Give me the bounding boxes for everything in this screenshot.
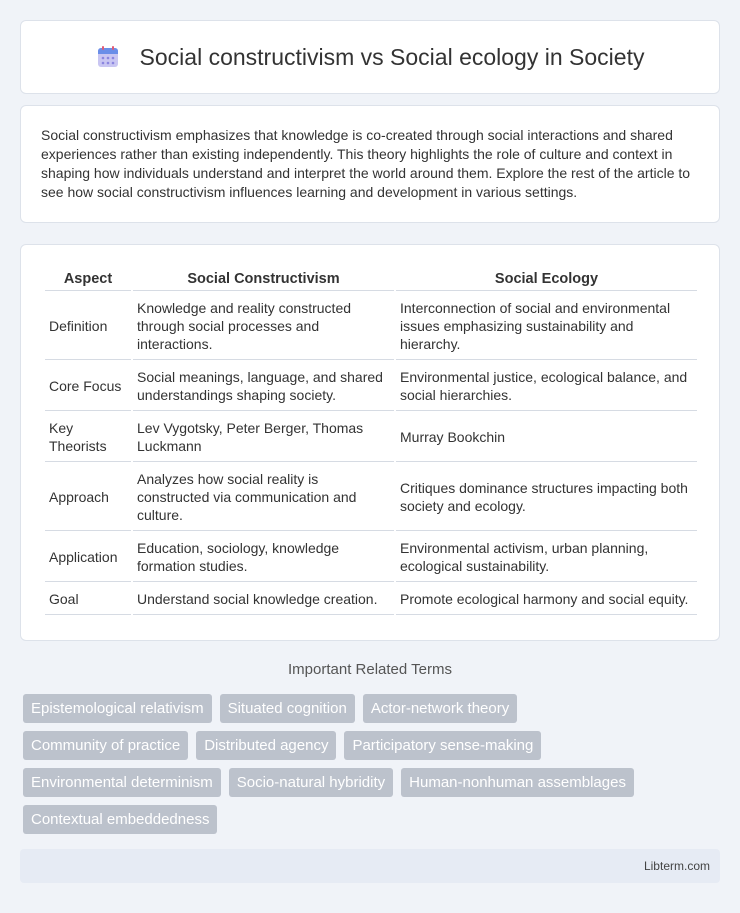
related-term-tag[interactable]: Actor-network theory: [363, 694, 517, 723]
comparison-table: [43, 267, 699, 617]
intro-card: [20, 105, 720, 223]
social-ecology-cell: Murray Bookchin: [396, 413, 697, 462]
page-title: Social constructivism vs Social ecology in Society: [139, 43, 645, 70]
social-ecology-cell: Critiques dominance structures impacting both society and ecology.: [396, 464, 697, 531]
header-social-ecology: Social Ecology: [396, 269, 697, 291]
related-term-tag[interactable]: Community of practice: [23, 731, 188, 760]
tag-row: [23, 805, 723, 834]
social-ecology-cell: Environmental justice, ecological balance, and social hierarchies.: [396, 362, 697, 411]
social-ecology-cell: Promote ecological harmony and social equity.: [396, 584, 697, 615]
table-row: [45, 464, 697, 531]
related-term-tag[interactable]: Environmental determinism: [23, 768, 221, 797]
related-term-tag[interactable]: Contextual embeddedness: [23, 805, 217, 834]
related-term-tag[interactable]: Socio-natural hybridity: [229, 768, 393, 797]
aspect-cell: Application: [45, 533, 131, 582]
table-row: [45, 362, 697, 411]
table-row: [45, 533, 697, 582]
footer: [20, 849, 720, 883]
aspect-cell: Core Focus: [45, 362, 131, 411]
aspect-cell: Key Theorists: [45, 413, 131, 462]
aspect-cell: Approach: [45, 464, 131, 531]
related-term-tag[interactable]: Human-nonhuman assemblages: [401, 768, 634, 797]
table-row: [45, 293, 697, 360]
social-constructivism-cell: Analyzes how social reality is constructed via communication and culture.: [133, 464, 394, 531]
table-row: [45, 413, 697, 462]
aspect-cell: Goal: [45, 584, 131, 615]
related-term-tag[interactable]: Epistemological relativism: [23, 694, 212, 723]
header-social-constructivism: Social Constructivism: [133, 269, 394, 291]
social-constructivism-cell: Social meanings, language, and shared understandings shaping society.: [133, 362, 394, 411]
intro-text: Social constructivism emphasizes that knowledge is co-created through social interactions and shared experiences rather than existing independently. This theory highlights the role of culture and context in shaping how individuals understand and interpret the world around them. Explore the rest of the article to see how social constructivism influences learning and development in various settings.: [41, 127, 691, 200]
footer-site-link[interactable]: Libterm.com: [643, 859, 710, 873]
table-row: [45, 584, 697, 615]
tag-row: [23, 731, 723, 760]
tag-row: [23, 768, 723, 797]
comparison-table-card: [20, 244, 720, 641]
table-header-row: [45, 269, 697, 291]
social-constructivism-cell: Knowledge and reality constructed through social processes and interactions.: [133, 293, 394, 360]
header-aspect: Aspect: [45, 269, 131, 291]
related-term-tag[interactable]: Participatory sense-making: [344, 731, 541, 760]
related-term-tag[interactable]: Situated cognition: [220, 694, 355, 723]
social-constructivism-cell: Education, sociology, knowledge formation studies.: [133, 533, 394, 582]
related-terms-list: [23, 694, 723, 842]
aspect-cell: Definition: [45, 293, 131, 360]
related-terms-title: Important Related Terms: [288, 661, 452, 678]
social-ecology-cell: Interconnection of social and environmental issues emphasizing sustainability and hierarchy.: [396, 293, 697, 360]
title-card: [20, 20, 720, 94]
social-ecology-cell: Environmental activism, urban planning, ecological sustainability.: [396, 533, 697, 582]
tag-row: [23, 694, 723, 723]
related-term-tag[interactable]: Distributed agency: [196, 731, 336, 760]
calendar-icon: [96, 45, 120, 69]
social-constructivism-cell: Lev Vygotsky, Peter Berger, Thomas Luckmann: [133, 413, 394, 462]
social-constructivism-cell: Understand social knowledge creation.: [133, 584, 394, 615]
